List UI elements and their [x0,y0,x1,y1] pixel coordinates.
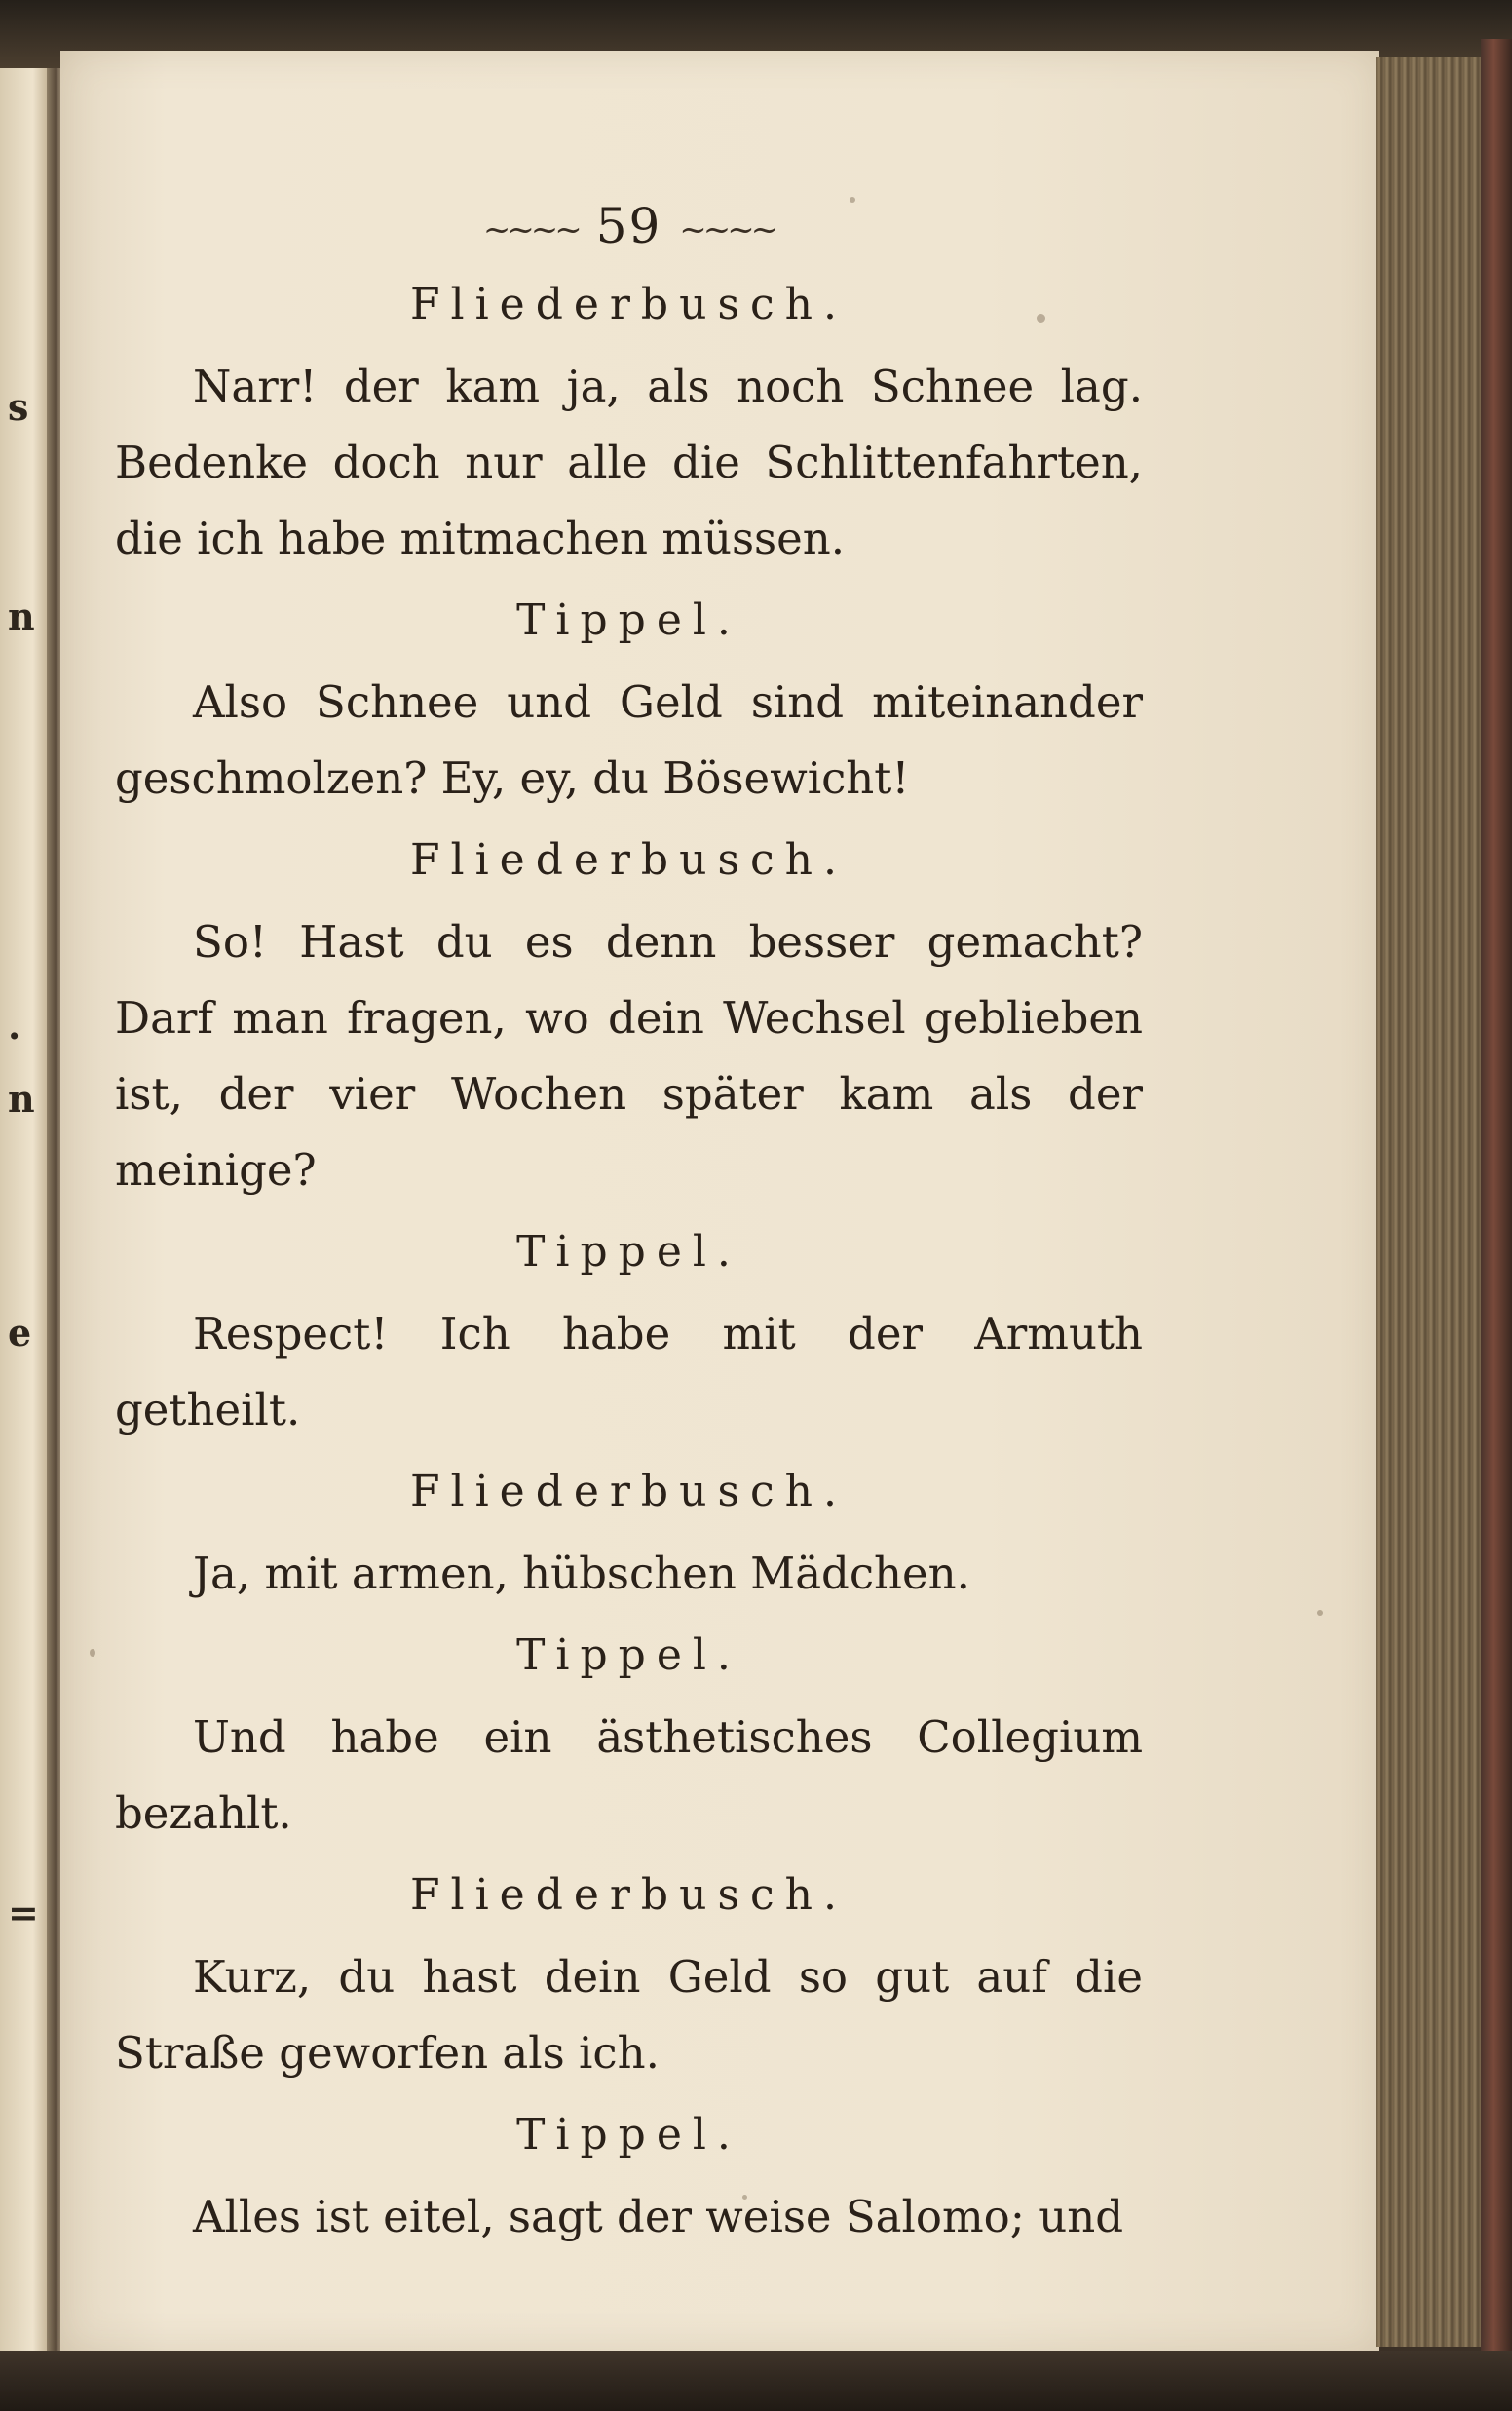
dialogue-line: Kurz, du hast dein Geld so gut auf die Straße geworfen als ich. [115,1951,1143,2079]
left-margin-mark: n [8,594,35,638]
header-ornament-left: ~~~~ [482,210,579,249]
speaker-name: Tippel. [516,2110,741,2160]
page-text [115,185,1143,2261]
page-header [115,185,1143,267]
left-margin-mark: n [8,1077,35,1121]
speaker-name: Tippel. [516,595,741,645]
speaker-name: Tippel. [516,1227,741,1277]
speaker-name: Fliederbusch. [409,835,848,885]
header-ornament-right: ~~~~ [679,210,775,249]
page-number: 59 [595,198,662,254]
dialogue-line: Ja, mit armen, hübschen Mädchen. [193,1548,970,1599]
left-margin-mark: s [8,385,29,429]
left-margin-mark: = [8,1891,39,1934]
speaker-name: Fliederbusch. [409,1870,848,1920]
page-block-edge [1376,57,1481,2347]
dialogue-line: So! Hast du es denn besser gemacht? Darf man fragen, wo dein Wechsel geblieben ist, der vier Wochen später kam als der meinige? [115,916,1143,1196]
paper-speck [90,1649,95,1657]
left-margin-mark: e [8,1311,32,1355]
speaker-name: Fliederbusch. [409,280,848,329]
left-page-edge [0,68,47,2378]
speaker-name: Fliederbusch. [409,1467,848,1516]
book-binding [1481,39,1512,2378]
dialogue-line: Und habe ein ästhetisches Collegium bezahlt. [115,1711,1143,1839]
dialogue-line: Respect! Ich habe mit der Armuth getheilt. [115,1308,1143,1435]
dialogue-line: Narr! der kam ja, als noch Schnee lag. Bedenke doch nur alle die Schlittenfahrten, die ich habe mitmachen müssen. [115,361,1143,564]
dialogue-line: Also Schnee und Geld sind miteinander geschmolzen? Ey, ey, du Bösewicht! [115,676,1143,804]
paper-speck [1317,1610,1323,1616]
scan-bottom-background [0,2351,1512,2411]
dialogue-line: Alles ist eitel, sagt der weise Salomo; und [193,2191,1123,2242]
left-margin-mark: . [8,1004,21,1048]
speaker-name: Tippel. [516,1630,741,1680]
